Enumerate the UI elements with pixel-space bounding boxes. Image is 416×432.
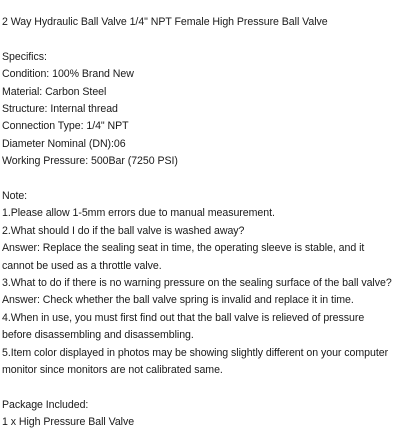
product-description [2, 14, 414, 432]
spacer [2, 31, 414, 48]
note-heading: Note: [2, 190, 28, 203]
spec-material: Material: Carbon Steel [2, 85, 107, 98]
note-line: cannot be used as a throttle valve. [2, 259, 162, 272]
note-line: 3.What to do if there is no warning pressure on the sealing surface of the ball valve? [2, 277, 392, 290]
spec-working-pressure: Working Pressure: 500Bar (7250 PSI) [2, 155, 178, 168]
spec-structure: Structure: Internal thread [2, 103, 118, 116]
spec-diameter-nominal: Diameter Nominal (DN):06 [2, 137, 126, 150]
product-title: 2 Way Hydraulic Ball Valve 1/4" NPT Female High Pressure Ball Valve [2, 16, 328, 28]
note-line: before disassembling and disassembling. [2, 329, 194, 342]
note-line: 4.When in use, you must first find out that the ball valve is relieved of pressure [2, 311, 365, 324]
note-line: Answer: Replace the sealing seat in time, the operating sleeve is stable, and it [2, 242, 365, 255]
note-line: 5.Item color displayed in photos may be showing slightly different on your computer [2, 346, 389, 359]
spec-connection-type: Connection Type: 1/4" NPT [2, 120, 129, 133]
spec-condition: Condition: 100% Brand New [2, 68, 134, 81]
package-item: 1 x High Pressure Ball Valve [2, 416, 135, 429]
package-heading: Package Included: [2, 398, 89, 411]
spacer [2, 171, 414, 188]
note-line: 1.Please allow 1-5mm errors due to manual measurement. [2, 207, 275, 220]
note-line: Answer: Check whether the ball valve spring is invalid and replace it in time. [2, 294, 354, 307]
specifics-heading: Specifics: [2, 50, 47, 63]
spacer [2, 380, 414, 397]
note-line: monitor since monitors are not calibrated same. [2, 364, 223, 377]
note-line: 2.What should I do if the ball valve is washed away? [2, 224, 245, 237]
